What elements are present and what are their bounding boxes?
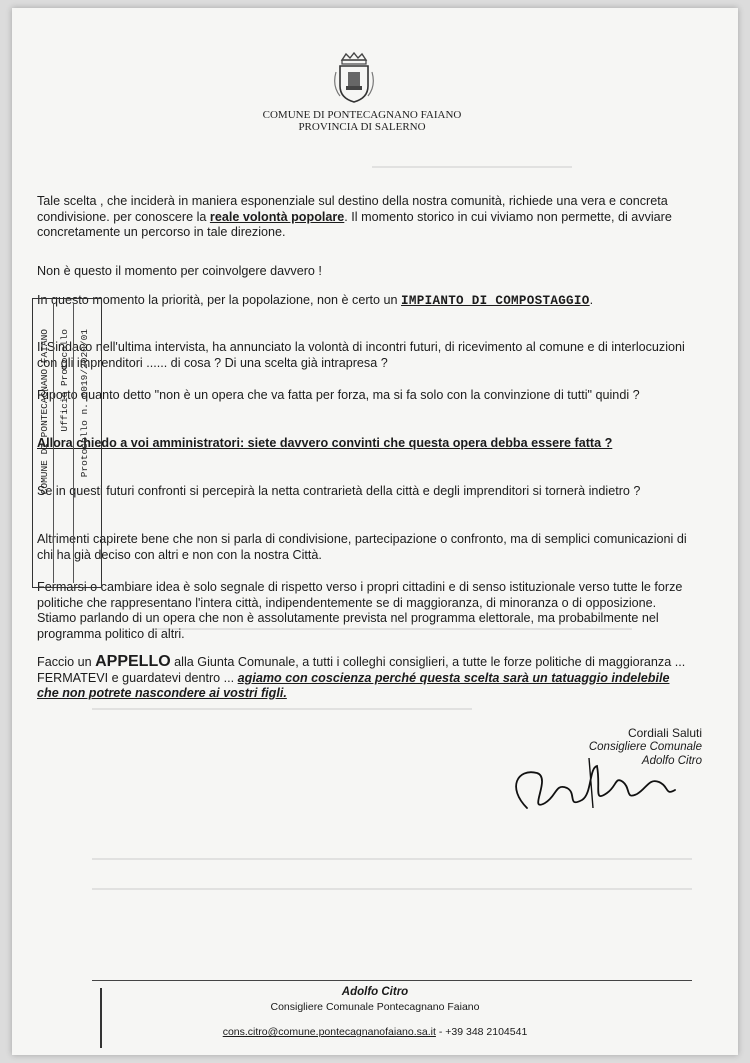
paragraph-7-text: Se in questi futuri confronti si percepirà la netta contrarietà della città e degli imprenditori si tornerà indietro ?: [37, 484, 641, 498]
document-page: [12, 8, 738, 1055]
bleed-through-mark: [92, 858, 692, 860]
footer-role: Consigliere Comunale Pontecagnano Faiano: [270, 1001, 480, 1013]
paragraph-10-text-b: alla Giunta Comunale, a tutti i colleghi consiglieri, a tutte le forze politiche di maggioranza ... FERMATEVI e guardatevi dentro ...: [37, 655, 686, 685]
paragraph-5-text: Riporto quanto detto "non è un opera che va fatta per forza, ma si fa solo con la convinzione di tutti" quindi ?: [37, 388, 640, 402]
appeal-emphasis: APPELLO: [95, 653, 171, 670]
bleed-through-mark: [92, 708, 472, 710]
paragraph-1-text-a: Tale scelta , che inciderà in maniera esponenziale sul destino della nostra comunità, richiede una vera e concreta condivisione. per conoscere la: [37, 194, 668, 224]
paragraph-6-text: Allora chiedo a voi amministratori: siete davvero convinti che questa opera debba essere fatta ?: [37, 436, 613, 450]
municipality-name: COMUNE DI PONTECAGNANO FAIANO: [262, 109, 462, 121]
paragraph-5: [37, 388, 687, 404]
stamp-office-text: Ufficio Protocollo: [59, 329, 70, 432]
footer-phone: - +39 348 2104541: [435, 1026, 528, 1038]
signer-name: Adolfo Citro: [641, 755, 702, 767]
paragraph-4-text: Il Sindaco nell'ultima intervista, ha annunciato la volontà di incontri futuri, di ricevimento al comune e di interlocuzioni con gli imprenditori ...... di cosa ? Di una scelta già intrapresa ?: [37, 340, 685, 370]
paragraph-3-text-b: .: [589, 293, 594, 307]
paragraph-1: [37, 194, 687, 241]
protocol-stamp: [32, 298, 102, 588]
paragraph-2-text: Non è questo il momento per coinvolgere davvero !: [37, 264, 322, 278]
paragraph-6-question: [37, 436, 687, 452]
popular-will-emphasis: reale volontà popolare: [209, 209, 345, 224]
appeal-closing-emphasis: agiamo con coscienza perché questa scelta sarà un tatuaggio indelebile che non potrete nascondere ai vostri figli.: [37, 670, 670, 700]
handwritten-signature: [497, 748, 697, 828]
stamp-municipality-text: COMUNE DI PONTECAGNANO FAIANO: [39, 329, 50, 495]
paragraph-9-text: Fermarsi o cambiare idea è solo segnale di rispetto verso i propri cittadini e di senso istituzionale verso tutte le forze politiche che rappresentano l'intera città, indipendentemente se di maggioranza, di minoranza o di opposizione. Stiamo parlando di un opera che non è assolutamente prevista nel programma elettorale, ma probabilmente nel programma politico di altri.: [37, 580, 683, 641]
paragraph-3-text-a: In questo momento la priorità, per la popolazione, non è certo un: [37, 293, 402, 307]
paragraph-2: [37, 264, 687, 280]
paragraph-9: [37, 580, 687, 642]
paragraph-7: [37, 484, 687, 500]
paragraph-8-text: Altrimenti capirete bene che non si parla di condivisione, partecipazione o confronto, ma di semplici comunicazioni di chi ha già deciso con altri e non con la nostra Città.: [37, 532, 687, 562]
letterhead: [212, 109, 512, 133]
paragraph-10-appeal: [37, 654, 687, 702]
bleed-through-mark: [372, 166, 572, 168]
footer-contact: [12, 1026, 738, 1038]
composting-plant-emphasis: IMPIANTO DI COMPOSTAGGIO: [401, 294, 590, 308]
bleed-through-mark: [92, 888, 692, 890]
footer-email-link[interactable]: cons.citro@comune.pontecagnanofaiano.sa.it: [222, 1026, 436, 1038]
footer-name: Adolfo Citro: [341, 986, 409, 998]
paragraph-3: [37, 293, 687, 310]
stamp-protocol-number: Protocollo n. 0019/2020/01: [79, 329, 90, 478]
paragraph-10-text-a: Faccio un: [37, 655, 96, 669]
province-name: PROVINCIA DI SALERNO: [298, 121, 426, 133]
paragraph-8: [37, 532, 687, 563]
municipal-crest-icon: [332, 52, 376, 104]
paragraph-4: [37, 340, 687, 371]
closing-salutation: Cordiali Saluti: [627, 726, 702, 740]
signer-role: Consigliere Comunale: [588, 741, 702, 753]
paragraph-1-text-b: . Il momento storico in cui viviamo non permette, di avviare concretamente un percorso in tale direzione.: [37, 209, 672, 239]
footer-divider: [92, 980, 692, 981]
